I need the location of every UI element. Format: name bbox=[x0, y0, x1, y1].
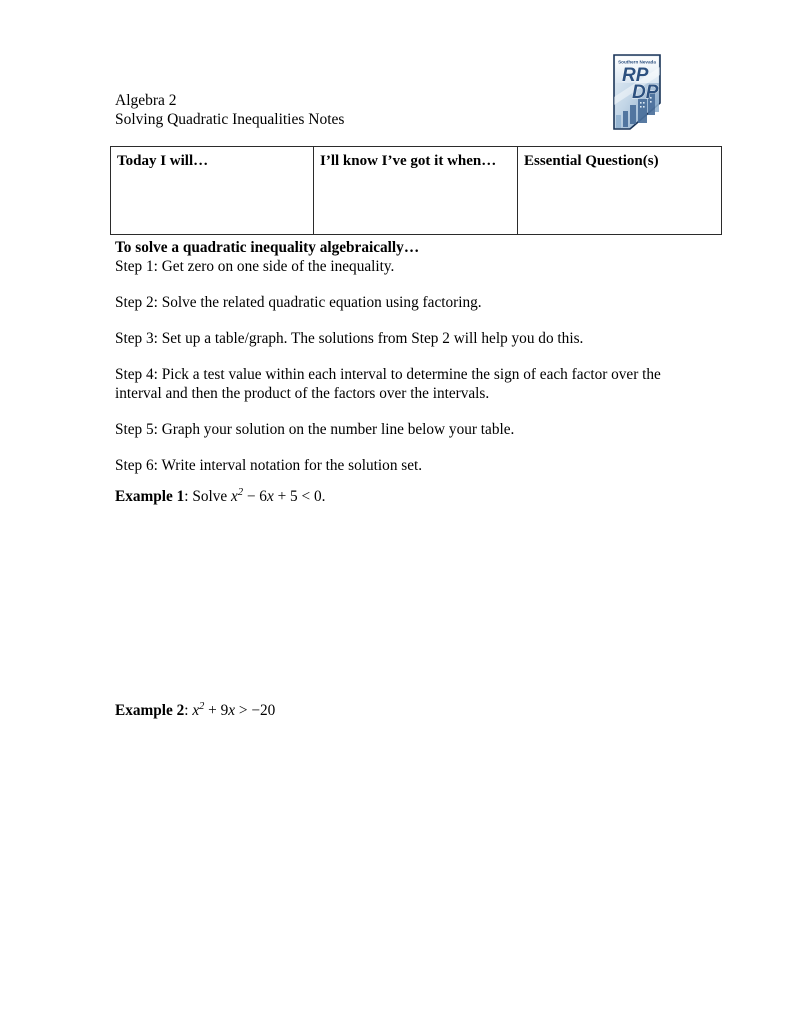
example-2-plus-op: + bbox=[204, 702, 221, 719]
example-1-prompt: Solve bbox=[192, 488, 232, 505]
example-1-label: Example 1 bbox=[115, 488, 185, 505]
example-1-var1: x bbox=[231, 488, 238, 505]
example-1-workspace[interactable] bbox=[115, 512, 681, 692]
example-1-rhs: 0. bbox=[313, 488, 326, 505]
example-1-exponent: 2 bbox=[237, 486, 244, 498]
example-2-rhs: −20 bbox=[251, 702, 276, 719]
example-2-label: Example 2 bbox=[115, 702, 185, 719]
example-2 bbox=[115, 701, 275, 720]
table-cell-essential-questions[interactable]: Essential Question(s) bbox=[518, 147, 722, 235]
procedure-step-4: Step 4: Pick a test value within each interval to determine the sign of each factor over the interval and then the product of the factors over the intervals. bbox=[115, 366, 661, 402]
procedure-heading: To solve a quadratic inequality algebraically… bbox=[115, 239, 420, 256]
logo-caption: Southern Nevada bbox=[618, 59, 656, 65]
example-2-separator: : bbox=[184, 702, 193, 719]
example-1-expression bbox=[231, 488, 325, 505]
example-2-var1: x bbox=[192, 702, 200, 719]
table-cell-today-i-will[interactable]: Today I will… bbox=[111, 147, 314, 235]
course-name: Algebra 2 bbox=[115, 92, 177, 109]
example-1-coefficient: 6 bbox=[259, 488, 267, 505]
procedure-step-2: Step 2: Solve the related quadratic equation using factoring. bbox=[115, 294, 482, 311]
example-1 bbox=[115, 487, 325, 506]
document-header bbox=[115, 92, 344, 129]
logo-text-rp: RP bbox=[622, 65, 649, 86]
objectives-table bbox=[110, 146, 722, 235]
example-1-var2: x bbox=[266, 488, 274, 505]
page-title: Solving Quadratic Inequalities Notes bbox=[115, 110, 345, 128]
procedure-step-3: Step 3: Set up a table/graph. The solutions from Step 2 will help you do this. bbox=[115, 330, 584, 347]
nevada-state-shape-icon bbox=[610, 53, 668, 133]
example-1-relation: < bbox=[297, 488, 314, 505]
procedure-step-5: Step 5: Graph your solution on the number line below your table. bbox=[115, 421, 515, 438]
table-row bbox=[111, 147, 722, 235]
procedure-block bbox=[115, 238, 681, 475]
example-1-minus-op: − bbox=[243, 488, 260, 505]
logo-text-dp: DP bbox=[632, 82, 659, 103]
table-cell-ill-know-ive-got-it-when[interactable]: I’ll know I’ve got it when… bbox=[314, 147, 518, 235]
example-2-workspace[interactable] bbox=[115, 726, 681, 996]
rpdp-nevada-logo bbox=[610, 53, 668, 133]
example-2-exponent: 2 bbox=[199, 700, 205, 712]
example-2-relation: > bbox=[235, 702, 252, 719]
example-2-var2: x bbox=[228, 702, 236, 719]
procedure-step-6: Step 6: Write interval notation for the solution set. bbox=[115, 457, 423, 474]
example-1-plus-op: + bbox=[273, 488, 291, 505]
example-1-constant: 5 bbox=[290, 488, 298, 505]
example-2-expression bbox=[192, 702, 275, 719]
example-2-coefficient: 9 bbox=[220, 702, 229, 719]
procedure-step-1: Step 1: Get zero on one side of the inequality. bbox=[115, 258, 395, 275]
example-1-separator: : bbox=[184, 488, 193, 505]
